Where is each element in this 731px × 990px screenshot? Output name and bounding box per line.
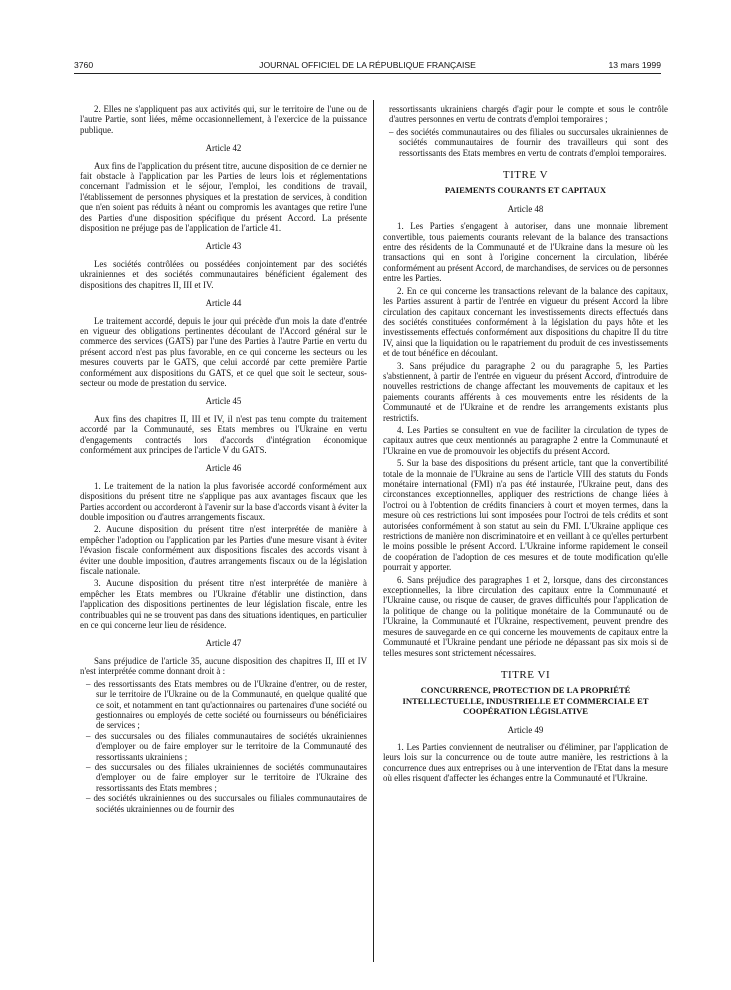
list-item: – des sociétés communautaires ou des filiales ou succursales ukrainiennes de sociétés communautaires de fournir des travailleurs qui sont des ressortissants des Etats membres en vertu de contrats d'emploi temporaires. xyxy=(389,126,668,158)
article-47-list-continued xyxy=(383,127,668,158)
paragraph: 6. Sans préjudice des paragraphes 1 et 2, lorsque, dans des circonstances exceptionnelles, la libre circulation des capitaux entre la Communauté et l'Ukraine cause, ou risque de causer, de graves difficultés pour l'application de la politique de change ou la politique monétaire de la Communauté ou de l'Ukraine, la Communauté et l'Ukraine, respectivement, peuvent prendre des mesures de sauvegarde en ce qui concerne les mouvements de capitaux entre la Communauté et l'Ukraine pendant une période ne dépassant pas six mois si de telles mesures sont strictement nécessaires. xyxy=(383,574,668,658)
article-45-heading: Article 45 xyxy=(205,396,242,407)
right-column xyxy=(383,104,668,786)
paragraph: 2. En ce qui concerne les transactions relevant de la balance des capitaux, les Parties assurent à partir de l'entrée en vigueur du présent Accord la libre circulation des capitaux concernant les investissements directs effectués dans des sociétés constituées conformément à la législation du pays hôte et les investissements effectués conformément aux dispositions du chapitre II du titre IV, ainsi que la liquidation ou le rapatriement du produit de ces investissements et de tout bénéfice en découlant. xyxy=(383,285,668,359)
list-item: – des sociétés ukrainiennes ou des succursales ou filiales communautaires de sociétés ukrainiennes ou de fournir des xyxy=(86,793,367,814)
article-42-heading: Article 42 xyxy=(205,143,242,154)
paragraph: 4. Les Parties se consultent en vue de faciliter la circulation de types de capitaux autres que ceux mentionnés au paragraphe 2 entre la Communauté et l'Ukraine en vue de promouvoir les objectifs du présent Accord. xyxy=(383,424,668,456)
paragraph: Aux fins de l'application du présent titre, aucune disposition de ce dernier ne fait obstacle à l'application par les Parties de leurs lois et réglementations concernant l'admission et le séjour, l'emploi, les conditions de travail, l'établissement de personnes physiques et la prestation de services, à condition que n'en soient pas réduits à néant ou compromis les avantages que retire l'une des Parties d'une disposition spécifique du présent Accord. La présente disposition ne préjuge pas de l'application de l'article 41. xyxy=(80,160,367,234)
paragraph: 5. Sur la base des dispositions du présent article, tant que la convertibilité totale de la monnaie de l'Ukraine au sens de l'article VIII des statuts du Fonds monétaire international (FMI) n'a pas été instaurée, l'Ukraine peut, dans des circonstances exceptionnelles, appliquer des restrictions de change liées à l'octroi ou à l'obtention de crédits financiers à court et moyen termes, dans la mesure où ces restrictions lui sont imposées pour l'octroi de tels crédits et sont autorisées conformément à son statut au sein du FMI. L'Ukraine applique ces restrictions de manière non discriminatoire et en veillant à ce qu'elles perturbent le moins possible le présent Accord. L'Ukraine informe rapidement le conseil de coopération de l'adoption de ces mesures et de toute modification qu'elle pourrait y apporter. xyxy=(383,458,668,573)
paragraph: 2. Aucune disposition du présent titre n'est interprétée de manière à empêcher l'adoption ou l'application par les Parties d'une mesure visant à éviter l'évasion fiscale conformément aux dispositions fiscales des accords visant à éviter une double imposition, d'autres arrangements fiscaux ou de la législation fiscale nationale. xyxy=(80,524,367,577)
paragraph: 3. Sans préjudice du paragraphe 2 ou du paragraphe 5, les Parties s'abstiennent, à partir de l'entrée en vigueur du présent Accord, d'introduire de nouvelles restrictions de change affectant les mouvements de capitaux et les paiements courants afférents à ces mouvements entre les résidents de la Communauté et de l'Ukraine et de rendre les arrangements existants plus restrictifs. xyxy=(383,360,668,423)
article-46-heading: Article 46 xyxy=(205,463,242,474)
article-47-heading: Article 47 xyxy=(205,638,242,649)
paragraph: 1. Le traitement de la nation la plus favorisée accordé conformément aux dispositions du présent titre ne s'applique pas aux avantages fiscaux que les Parties accordent ou accorderont à l'avenir sur la base d'accords visant à éviter la double imposition ou d'autres arrangements fiscaux. xyxy=(80,480,367,522)
paragraph: Les sociétés contrôlées ou possédées conjointement par des sociétés ukrainiennes et des sociétés communautaires bénéficient également des dispositions des chapitres II, III et IV. xyxy=(80,258,367,290)
titre-v-subtitle: PAIEMENTS COURANTS ET CAPITAUX xyxy=(444,185,607,196)
paragraph: 2. Elles ne s'appliquent pas aux activités qui, sur le territoire de l'une ou de l'autre Partie, sont liées, même occasionnellement, à l'exercice de la puissance publique. xyxy=(80,104,367,135)
titre-vi-subtitle: CONCURRENCE, PROTECTION DE LA PROPRIÉTÉ INTELLECTUELLE, INDUSTRIELLE ET COMMERCIALE ET COOPÉRATION LÉGISLATIVE xyxy=(402,685,649,717)
list-item: – des ressortissants des Etats membres ou de l'Ukraine d'entrer, ou de rester, sur le territoire de l'Ukraine ou de la Communauté, en quelque qualité que ce soit, et notamment en tant qu'actionnaires ou partenaires d'une société ou gestionnaires ou employés de cette société ou fournisseurs ou bénéficiaires de services ; xyxy=(86,678,367,731)
left-column xyxy=(80,104,367,816)
titre-vi-heading: TITRE VI xyxy=(500,668,551,681)
paragraph: Sans préjudice de l'article 35, aucune disposition des chapitres II, III et IV n'est interprétée comme donnant droit à : xyxy=(80,655,367,677)
publication-date: 13 mars 1999 xyxy=(608,60,661,70)
paragraph: Le traitement accordé, depuis le jour qui précède d'un mois la date d'entrée en vigueur des obligations pertinentes découlant de l'Accord général sur le commerce des services (GATS) par l'une des Parties à l'autre Partie en vertu du présent accord n'est pas plus favorable, en ce qui concerne les secteurs ou les mesures couverts par le GATS, que celui accordé par cette première Partie conformément aux dispositions du GATS, et ce quel que soit le secteur, sous-secteur ou mode de prestation du service. xyxy=(80,315,367,388)
column-divider xyxy=(373,100,374,962)
paragraph: 3. Aucune disposition du présent titre n'est interprétée de manière à empêcher les Etats membres ou l'Ukraine d'établir une distinction, dans l'application des dispositions pertinentes de leur législation fiscale, entre les contribuables qui ne se trouvent pas dans des situations identiques, en particulier en ce qui concerne leur lieu de résidence. xyxy=(80,578,367,631)
article-49-heading: Article 49 xyxy=(507,724,544,735)
paragraph: Aux fins des chapitres II, III et IV, il n'est pas tenu compte du traitement accordé par la Communauté, ses Etats membres ou l'Ukraine en vertu d'engagements contractés lors d'accords d'intégration économique conformément aux principes de l'article V du GATS. xyxy=(80,413,367,455)
paragraph: 1. Les Parties s'engagent à autoriser, dans une monnaie librement convertible, tous paiements courants relevant de la balance des transactions entre des résidents de la Communauté et de l'Ukraine dans la mesure où les transactions qui en sont à l'origine concernent la circulation, libérée conformément au présent Accord, de marchandises, de services ou de personnes entre les Parties. xyxy=(383,221,668,284)
list-item-continuation: ressortissants ukrainiens chargés d'agir pour le compte et sous le contrôle d'autres personnes en vertu de contrats d'emploi temporaires ; xyxy=(389,104,668,125)
journal-title: JOURNAL OFFICIEL DE LA RÉPUBLIQUE FRANÇAISE xyxy=(259,60,476,70)
list-item: – des succursales ou des filiales communautaires de sociétés ukrainiennes d'employer ou de faire employer sur le territoire de la Communauté des ressortissants ukrainiens ; xyxy=(86,730,367,762)
page-number: 3760 xyxy=(74,60,94,70)
paragraph: 1. Les Parties conviennent de neutraliser ou d'éliminer, par l'application de leurs lois sur la concurrence ou de toute autre manière, les restrictions à la concurrence dues aux entreprises ou à une intervention de l'Etat dans la mesure où elles risquent d'affecter les échanges entre la Communauté et l'Ukraine. xyxy=(383,741,668,784)
article-47-list xyxy=(80,679,367,814)
article-44-heading: Article 44 xyxy=(205,298,242,309)
article-43-heading: Article 43 xyxy=(205,241,242,252)
header-rule xyxy=(74,73,661,74)
list-item: – des succursales ou des filiales ukrainiennes de sociétés communautaires d'employer ou de faire employer sur le territoire de l'Ukraine des ressortissants des Etats membres ; xyxy=(86,761,367,793)
titre-v-heading: TITRE V xyxy=(502,169,549,182)
page-header xyxy=(74,58,661,72)
article-48-heading: Article 48 xyxy=(507,203,544,214)
